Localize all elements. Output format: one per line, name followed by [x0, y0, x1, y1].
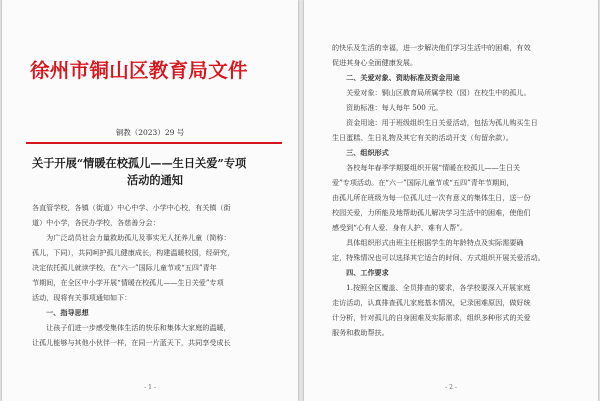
body-text-line: 促进其身心全面健康发展。: [332, 58, 418, 67]
body-text-line: 各直管学校，各镇（街道）中心中学、小学中心校，有关镇（街: [32, 203, 231, 212]
document-header-title: 徐州市铜山区教育局文件: [30, 59, 248, 82]
body-text-line: 各校每年春季学期要组织开展“情暖在校孤儿——生日关: [332, 163, 521, 172]
page-1-body-text: [32, 200, 282, 350]
red-divider-line: [26, 142, 282, 144]
body-text-line: 校园关爱，力所能及地帮助孤儿解决学习生活中的困难，使他们: [332, 208, 531, 217]
section-heading: 一、指导思想: [32, 308, 89, 317]
section-heading: 三、组织形式: [332, 148, 389, 157]
section-heading: 二、关爱对象、资助标准及资金用途: [332, 73, 460, 82]
notice-title-line-2: 活动的通知: [127, 173, 183, 187]
body-text-line: 孤儿，下同），共同呵护孤儿健康成长，构建温暖校园，经研究，: [32, 248, 235, 257]
body-text-line: 具体组织形式由班主任根据学生的年龄特点及实际需要确: [332, 238, 524, 247]
body-text-line: 关爱对象：铜山区教育局所属学校（园）在校生中的孤儿。: [332, 88, 531, 97]
body-text-line: 定，特殊情况也可以选择其它适合的时间、方式组织开展关爱活动。: [332, 253, 545, 262]
page-2-body-text: [332, 40, 586, 340]
document-page-1: [2, 0, 298, 401]
body-text-line: 决定依托孤儿就读学校，在“六一”国际儿童节或“五四”青年: [32, 263, 217, 272]
notice-title-line-1: 关于开展“情暖在校孤儿——生日关爱”专项: [32, 156, 247, 170]
document-page-2: [304, 0, 598, 401]
body-text-line: 资金用途：用于班级组织生日关爱活动，包括为孤儿购买生日: [332, 118, 538, 127]
page-number: - 1 -: [144, 384, 156, 391]
body-text-line: 计分析，针对孤儿的自身困难及实际需求，组织多种形式的关爱: [332, 313, 531, 322]
body-text-line: 走访活动，认真排查孤儿家庭基本情况，记录困难原因，做好统: [332, 298, 531, 307]
body-text-line: 1.按照全区覆盖、全员排查的要求，各学校要深入开展家庭: [332, 283, 531, 292]
body-text-line: 为广泛动员社会力量救助孤儿及事实无人抚养儿童（简称：: [32, 233, 231, 242]
body-text-line: 道）中小学，各民办学校，各慈善分会：: [32, 218, 160, 227]
notice-title: [32, 155, 278, 189]
document-number: 铜教（2023）29 号: [115, 128, 185, 137]
body-text-line: 让孤儿能够与其他小伙伴一样，在同一片蓝天下，共同享受成长: [32, 338, 231, 347]
body-text-line: 活动，现将有关事项通知如下：: [32, 293, 132, 302]
body-text-line: 服务和救助帮扶。: [332, 328, 389, 337]
body-text-line: 让孩子们进一步感受集体生活的快乐和集体大家庭的温暖，: [32, 323, 231, 332]
body-text-line: 爱”专项活动。在“六一”国际儿童节或“五四”青年节期间，: [332, 178, 514, 187]
body-text-line: 的快乐及生活的幸福，进一步解决他们学习生活中的困难，有效: [332, 43, 531, 52]
body-text-line: 感受到“心有人爱、身有人护、难有人帮”。: [332, 223, 467, 232]
page-number: - 2 -: [445, 384, 457, 391]
section-heading: 四、工作要求: [332, 268, 389, 277]
body-text-line: 节期间，在全区中小学开展“情暖在校孤儿——生日关爱”专项: [32, 278, 224, 287]
body-text-line: 资助标准：每人每年 500 元。: [332, 103, 443, 112]
body-text-line: 由孤儿所在班级为每一位孤儿过一次有意义的集体生日，送一份: [332, 193, 531, 202]
body-text-line: 生日蛋糕、生日礼物及其它有关的活动开支（旬留余款）。: [332, 133, 513, 142]
